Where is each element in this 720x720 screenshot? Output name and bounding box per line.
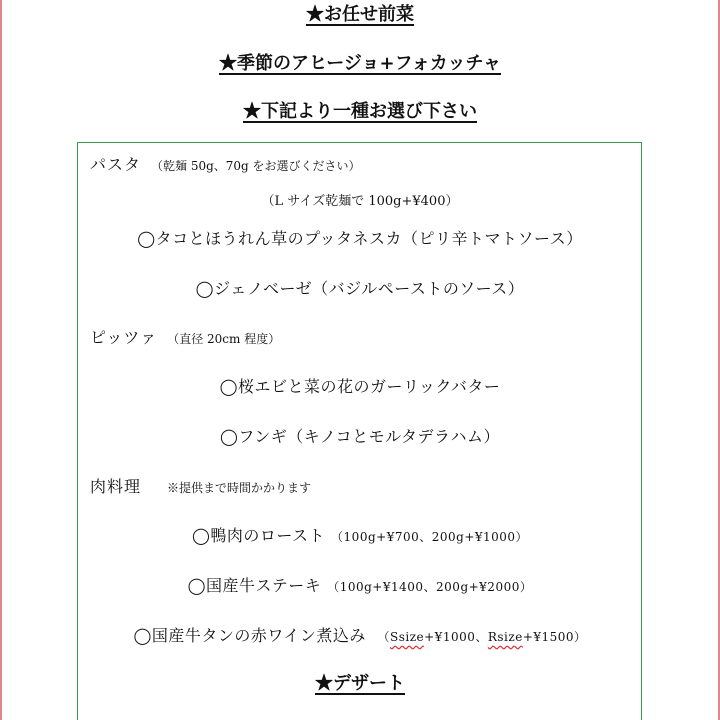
menu-item-meat-2 [0,573,720,596]
heading-omakase-text: ★お任せ前菜 [306,4,414,25]
heading-dessert [0,672,720,696]
pizza-title: ピッツァ [90,328,158,347]
menu-item-meat-3 [0,623,720,646]
rsize-label: Rsize [487,630,523,644]
heading-ajillo-text: ★季節のアヒージョ+フォカッチャ [218,53,502,74]
heading-choose [0,100,720,124]
heading-ajillo [0,52,720,76]
meat-note: ※提供まで時間かかります [167,481,312,495]
menu-item-meat-3-price [377,630,586,644]
menu-item-pizza-1: ◯桜エビと菜の花のガーリックバター [219,377,501,396]
pasta-size-note: （L サイズ乾麺で 100g+¥400） [261,194,459,209]
heading-omakase [0,3,720,27]
pasta-note: （乾麺 50g、70g をお選びください） [151,159,361,173]
menu-item-meat-3-name: ◯国産牛タンの赤ワイン煮込み [133,626,366,645]
menu-item-meat-1-name: ◯鴨肉のロースト [191,526,326,545]
pizza-section [90,325,280,348]
pasta-section [90,152,361,175]
menu-item-meat-2-name: ◯国産牛ステーキ [187,576,322,595]
menu-item-meat-1-price: （100g+¥700、200g+¥1000） [331,530,529,544]
menu-item-meat-2-price: （100g+¥1400、200g+¥2000） [327,580,533,594]
meat-title: 肉料理 [90,477,142,496]
heading-choose-text: ★下記より一種お選び下さい [243,101,477,122]
heading-dessert-text: ★デザート [315,673,405,694]
ssize-label: Ssize [389,630,425,644]
menu-item-pizza-2: ◯フンギ（キノコとモルタデラハム） [219,427,500,446]
meat-section [90,474,311,497]
rsize-price: +¥1500） [522,630,587,644]
menu-item-meat-1 [0,523,720,546]
menu-item-pasta-1: ◯タコとほうれん草のプッタネスカ（ピリ辛トマトソース） [137,229,583,248]
price-open: （ [377,630,390,644]
pasta-title: パスタ [90,155,142,174]
pizza-note: （直径 20cm 程度） [167,332,281,346]
menu-item-pasta-2: ◯ジェノベーゼ（バジルペーストのソース） [195,279,525,298]
ssize-price: +¥1000、 [424,630,488,644]
